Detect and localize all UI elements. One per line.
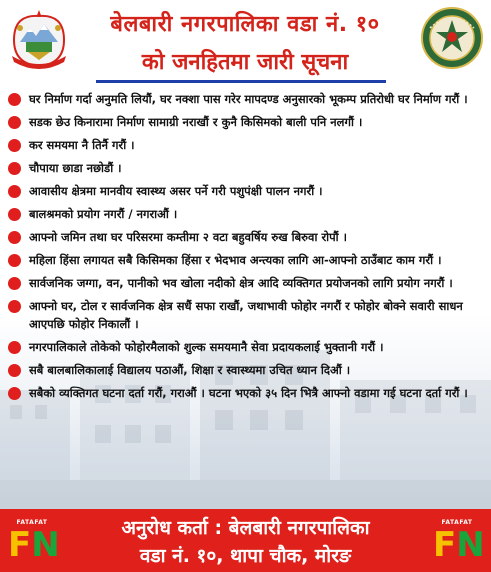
bullet-icon (8, 208, 21, 221)
list-item (8, 384, 482, 402)
header (0, 0, 491, 90)
footer-address: वडा नं. १०, थापा चौक, मोरङ (139, 545, 352, 567)
bullet-icon (8, 387, 21, 400)
notice-text: आवासीय क्षेत्रमा मानवीय स्वास्थ्य असर पर्ने गरी पशुपंक्षी पालन नगरौं । (29, 184, 323, 198)
list-item (8, 228, 482, 246)
list-item (8, 182, 482, 200)
list-item (8, 113, 482, 131)
title-underline (96, 80, 386, 83)
footer-requester: अनुरोध कर्ता : बेलबारी नगरपालिका (121, 517, 370, 539)
list-item (8, 136, 482, 154)
notice-list (8, 90, 482, 407)
bullet-icon (8, 300, 21, 313)
bullet-icon (8, 364, 21, 377)
notice-text: कर समयमा नै तिर्नै गरौं । (29, 138, 135, 152)
notice-text: सडक छेउ किनारामा निर्माण सामाग्री नराखौं र कुनै किसिमको बाली पनि नलगौं । (29, 115, 363, 129)
notice-text: सबैको व्यक्तिगत घटना दर्ता गरौं, गराऔं । घटना भएको ३५ दिन भित्रै आफ्नो वडामा गई घटना दर्ता गरौं । (29, 386, 468, 400)
bullet-icon (8, 254, 21, 267)
notice-text: चौपाया छाडा नछोडौं । (29, 161, 122, 175)
list-item (8, 297, 482, 333)
bullet-icon (8, 341, 21, 354)
notice-text: सबै बालबालिकालाई विद्यालय पठाऔं, शिक्षा र स्वास्थ्यमा उचित ध्यान दिऔं । (29, 363, 351, 377)
list-item (8, 251, 482, 269)
notice-text: सार्वजनिक जग्गा, वन, पानीको भव खोला नदीको क्षेत्र आदि व्यक्तिगत प्रयोजनको लागि प्रयोग नगरौं । (29, 276, 453, 290)
footer-banner (0, 509, 491, 572)
notice-text: आफ्नो घर, टोल र सार्वजनिक क्षेत्र सधैं सफा राखौं, जथाभावी फोहोर नगरौं र फोहोर बोक्ने सवारी साधन आएपछि फोहोर निकालौं । (29, 299, 463, 331)
list-item (8, 159, 482, 177)
bullet-icon (8, 277, 21, 290)
bullet-icon (8, 185, 21, 198)
notice-text: आफ्नो जमिन तथा घर परिसरमा कम्तीमा २ वटा बहुवर्षिय रुख बिरुवा रोपौं । (29, 230, 347, 244)
list-item (8, 205, 482, 223)
page-title: बेलबारी नगरपालिका वडा नं. १० (110, 12, 380, 37)
list-item (8, 90, 482, 108)
municipality-seal-icon (420, 6, 484, 70)
notice-text: महिला हिंसा लगायत सबै किसिमका हिंसा र भेदभाव अन्त्यका लागि आ-आफ्नो ठाउँबाट काम गरौं । (29, 253, 442, 267)
notice-text: बालश्रमको प्रयोग नगरौं / नगराऔं । (29, 207, 178, 221)
notice-text: घर निर्माण गर्दा अनुमति लियौं, घर नक्शा पास गरेर मापदण्ड अनुसारको भूकम्प प्रतिरोधी घर निर्माण गरौं । (29, 92, 468, 106)
list-item (8, 338, 482, 356)
list-item (8, 274, 482, 292)
bullet-icon (8, 93, 21, 106)
list-item (8, 361, 482, 379)
notice-text: नगरपालिकाले तोकेको फोहोरमैलाको शुल्क समयमानै सेवा प्रदायकलाई भुक्तानी गरौं । (29, 340, 384, 354)
page-subtitle: को जनहितमा जारी सूचना (141, 50, 349, 75)
fatafat-news-logo-icon: FATAFAT FN (8, 519, 60, 565)
bullet-icon (8, 162, 21, 175)
bullet-icon (8, 116, 21, 129)
bullet-icon (8, 231, 21, 244)
bullet-icon (8, 139, 21, 152)
fatafat-news-logo-icon: FATAFAT FN (433, 519, 485, 565)
nepal-emblem-icon (6, 6, 72, 72)
